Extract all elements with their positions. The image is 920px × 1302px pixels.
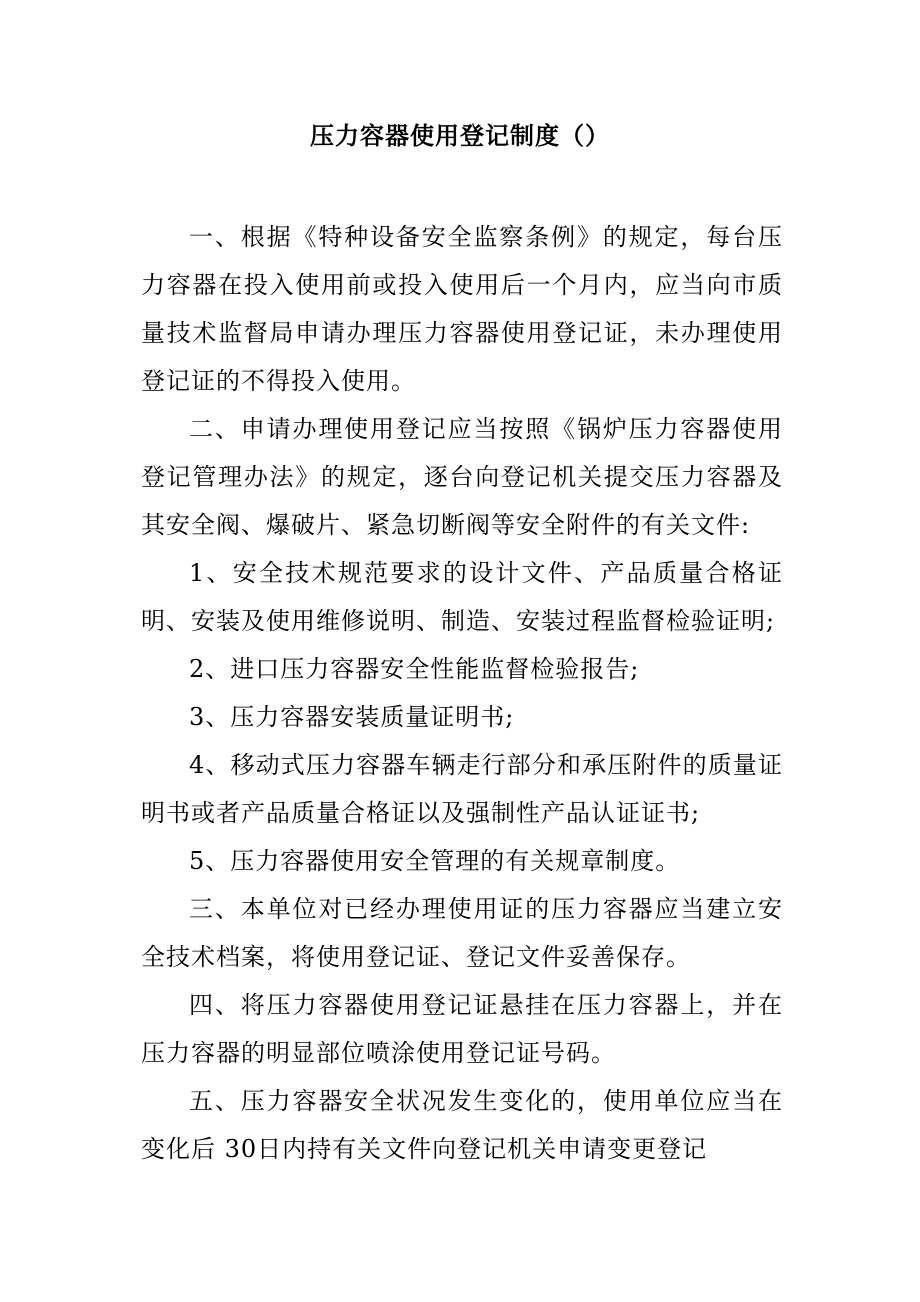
document-title: 压力容器使用登记制度（） — [310, 121, 610, 150]
paragraph-3: 三、本单位对已经办理使用证的压力容器应当建立安全技术档案，将使用登记证、登记文件妥善保存。 — [141, 895, 783, 971]
paragraph-2: 二、申请办理使用登记应当按照《锅炉压力容器使用登记管理办法》的规定，逐台向登记机关提交压力容器及其安全阀、爆破片、紧急切断阀等安全附件的有关文件: — [141, 415, 783, 539]
list-item-2: 2、进口压力容器安全性能监督检验报告; — [189, 655, 640, 683]
list-item-3: 3、压力容器安装质量证明书; — [189, 703, 515, 731]
paragraph-4: 四、将压力容器使用登记证悬挂在压力容器上，并在压力容器的明显部位喷涂使用登记证号码。 — [141, 991, 783, 1067]
paragraph-1: 一、根据《特种设备安全监察条例》的规定，每台压力容器在投入使用前或投入使用后一个月内，应当向市质量技术监督局申请办理压力容器使用登记证，未办理使用登记证的不得投入使用。 — [141, 223, 783, 395]
document-body — [141, 213, 783, 1173]
list-item-1: 1、安全技术规范要求的设计文件、产品质量合格证明、安装及使用维修说明、制造、安装过程监督检验证明; — [141, 559, 783, 635]
paragraph-5: 五、压力容器安全状况发生变化的，使用单位应当在变化后 30日内持有关文件向登记机关申请变更登记 — [141, 1087, 783, 1163]
list-item-5: 5、压力容器使用安全管理的有关规章制度。 — [189, 847, 681, 875]
list-item-4: 4、移动式压力容器车辆走行部分和承压附件的质量证明书或者产品质量合格证以及强制性产品认证证书; — [141, 751, 783, 827]
